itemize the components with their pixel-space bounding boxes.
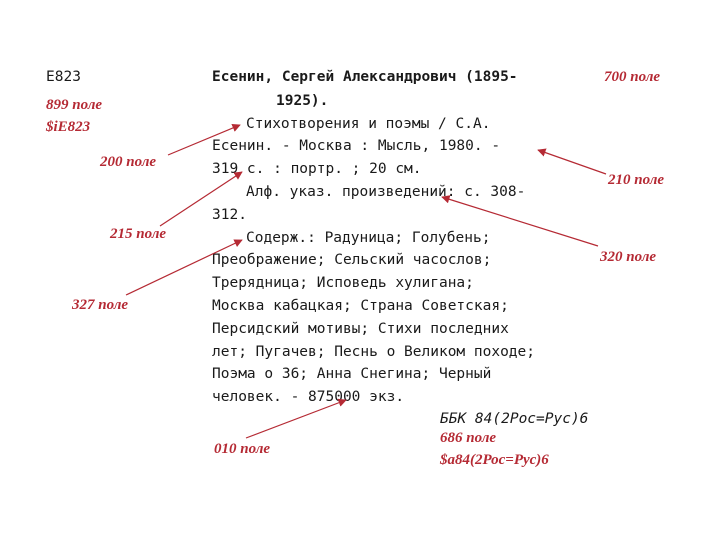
index-note-line: Алф. указ. произведений: с. 308- xyxy=(246,184,526,200)
arrow-200 xyxy=(168,125,240,155)
label-field-327: 327 поле xyxy=(72,297,129,313)
arrow-320 xyxy=(442,197,598,246)
contents-line: Москва кабацкая; Страна Советская; xyxy=(212,298,509,314)
label-field-215: 215 поле xyxy=(110,226,167,242)
label-field-210: 210 поле xyxy=(608,172,665,188)
label-field-899: 899 поле xyxy=(46,97,103,113)
label-field-700: 700 поле xyxy=(604,69,661,85)
contents-line: Трерядница; Исповедь хулигана; xyxy=(212,275,474,291)
print-run-line: человек. - 875000 экз. xyxy=(212,389,405,405)
contents-line: Персидский мотивы; Стихи последних xyxy=(212,321,509,337)
call-number: Е823 xyxy=(46,69,81,85)
label-field-200: 200 поле xyxy=(100,154,157,170)
index-note-pages: 312. xyxy=(212,207,247,223)
label-field-320: 320 поле xyxy=(600,249,657,265)
contents-line: Поэма о 36; Анна Снегина; Черный xyxy=(212,366,492,382)
heading-author: Есенин, Сергей Александрович (1895- xyxy=(212,69,518,85)
label-field-010: 010 поле xyxy=(214,441,271,457)
label-field-686-value: $a84(2Рос=Рус)6 xyxy=(440,452,549,468)
arrow-215 xyxy=(160,172,242,226)
label-field-686: 686 поле xyxy=(440,430,497,446)
contents-line: Преображение; Сельский часослов; xyxy=(212,252,492,268)
extent-line: 319 с. : портр. ; 20 см. xyxy=(212,161,422,177)
classification-code: ББК 84(2Рос=Рус)6 xyxy=(440,411,589,427)
arrow-010 xyxy=(246,400,346,438)
title-line: Стихотворения и поэмы / С.А. xyxy=(246,116,491,132)
contents-line: лет; Пугачев; Песнь о Великом походе; xyxy=(212,344,536,360)
contents-line: Содерж.: Радуница; Голубень; xyxy=(246,230,491,246)
publication-line: Есенин. - Москва : Мысль, 1980. - xyxy=(212,138,501,154)
label-field-899-value: $iЕ823 xyxy=(46,119,91,135)
arrow-327 xyxy=(126,240,242,295)
heading-dates: 1925). xyxy=(276,93,329,109)
arrow-210 xyxy=(538,150,606,174)
